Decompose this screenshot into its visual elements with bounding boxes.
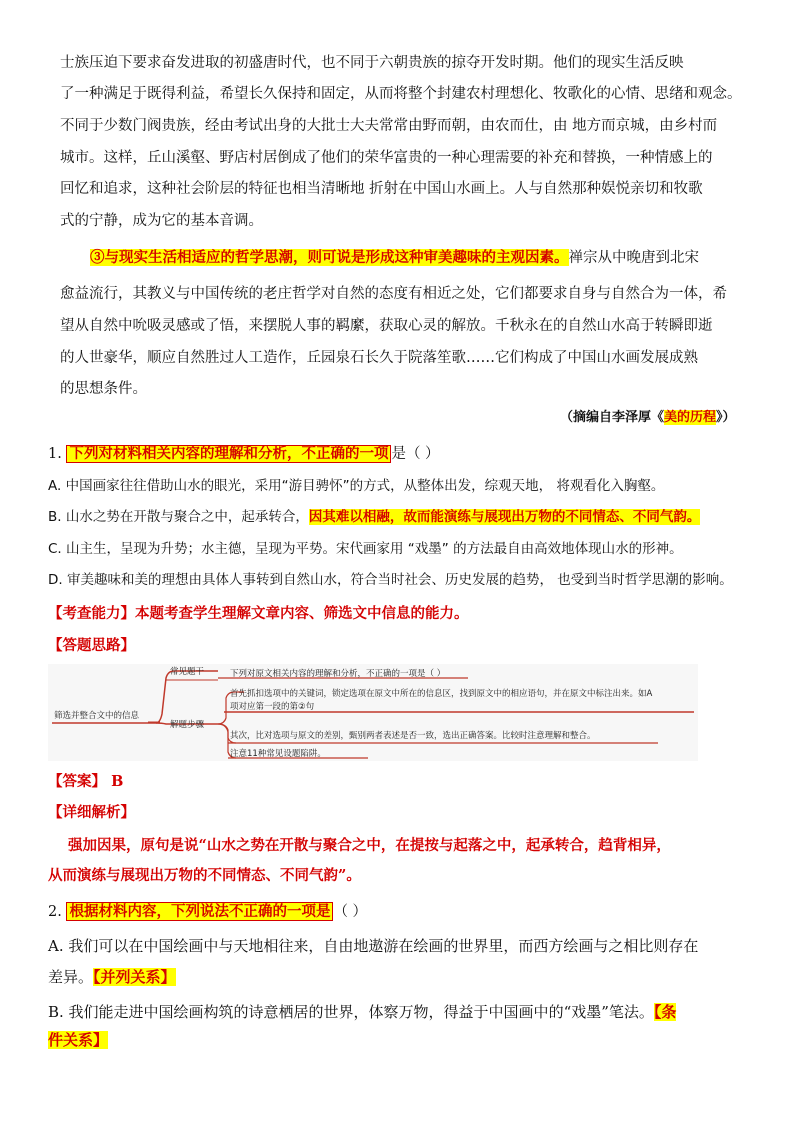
q1-option-b — [48, 507, 700, 527]
option-b-highlight: 因其难以相融，故而能演练与展现出万物的不同情态、不同气韵。 — [308, 509, 701, 525]
q1-option-a: A. 中国画家往往借助山水的眼光，采用“游目骋怀”的方式，从整体出发，综观天地， 将观看化入胸壑。 — [48, 478, 665, 494]
diagram-root-label: 筛选并整合文中的信息 — [54, 711, 140, 721]
answer-strategy-diagram — [48, 664, 698, 761]
q2-option-b — [48, 1002, 676, 1022]
diagram-leaf-text: 下列对原文相关内容的理解和分析，不正确的一项是（ ） — [230, 669, 446, 679]
passage-line: 城市。这样，丘山溪壑、野店村居倒成了他们的荣华富贵的一种心理需要的补充和替换，一种情感上的 — [60, 150, 713, 166]
answer-value: B — [111, 773, 124, 790]
ability-note: 【考查能力】本题考查学生理解文章内容、筛选文中信息的能力。 — [48, 605, 469, 622]
source-citation — [560, 408, 736, 428]
q2-option-a: A. 我们可以在中国绘画中与天地相往来，自由地遨游在绘画的世界里，而西方绘画与之相比则存在 — [48, 937, 699, 955]
passage-line: 不同于少数门阀贵族，经由考试出身的大批士大夫常常由野而朝，由农而仕，由 地方而京城，由乡村而 — [60, 118, 718, 134]
analysis-label: 【详细解析】 — [48, 804, 135, 821]
diagram-branch-label: 常见题干 — [170, 667, 205, 677]
passage-line: 望从自然中吮吸灵感或了悟，来摆脱人事的羁縻，获取心灵的解放。千秋永在的自然山水高于转瞬即逝 — [60, 318, 713, 334]
passage-line: 愈益流行，其教义与中国传统的老庄哲学对自然的态度有相近之处，它们都要求自身与自然合为一体，希 — [60, 286, 727, 302]
diagram-leaf-text: 注意11种常见设题陷阱。 — [230, 749, 326, 759]
question-stem-tail: 是（ ） — [391, 446, 440, 462]
question-stem-tail: （ ） — [333, 904, 368, 920]
key-sentence-highlight: ③与现实生活相适应的哲学思潮，则可说是形成这种审美趣味的主观因素。 — [90, 249, 569, 266]
relation-tag: 【条 — [653, 1003, 677, 1021]
relation-tag: 【并列关系】 — [93, 968, 176, 986]
citation-suffix: 》） — [716, 410, 736, 425]
q1-option-c: C. 山主生，呈现为升势；水主德，呈现为平势。宋代画家用 “戏墨” 的方法最自由高效地体现山水的形神。 — [48, 541, 683, 557]
question-stem-highlight: 下列对材料相关内容的理解和分析，不正确的一项 — [66, 445, 391, 463]
diagram-branch-label: 解题步骤 — [170, 720, 205, 730]
passage-line: 士族压迫下要求奋发进取的初盛唐时代，也不同于六朝贵族的掠夺开发时期。他们的现实生活反映 — [60, 55, 684, 71]
q1-option-d: D. 审美趣味和美的理想由具体人事转到自然山水，符合当时社会、历史发展的趋势， 也受到当时哲学思潮的影响。 — [48, 572, 733, 588]
q2-option-a-cont — [48, 967, 176, 987]
diagram-leaf-text: 项对应第一段的第②句 — [230, 702, 315, 712]
passage-line: 的思想条件。 — [60, 381, 147, 397]
passage-text: 禅宗从中晚唐到北宋 — [568, 250, 699, 266]
question-2-stem — [48, 902, 367, 922]
passage-line: 的人世豪华，顺应自然胜过人工造作，丘园泉石长久于院落笙歌……它们构成了中国山水画发展成熟 — [60, 350, 698, 366]
passage-line — [90, 248, 699, 268]
option-text: B. 我们能走进中国绘画构筑的诗意栖居的世界，体察万物，得益于中国画中的“戏墨”笔法。 — [48, 1003, 654, 1021]
relation-tag: 件关系】 — [48, 1031, 109, 1049]
question-number: 2. — [48, 904, 62, 920]
answer-label: 【答案】 — [48, 773, 106, 790]
question-1-stem — [48, 444, 440, 464]
analysis-text: 从而演练与展现出万物的不同情态、不同气韵”。 — [48, 867, 361, 884]
thinking-label: 【答题思路】 — [48, 637, 135, 654]
answer-line — [48, 772, 123, 792]
passage-line: 了一种满足于既得利益，希望长久保持和固定，从而将整个封建农村理想化、牧歌化的心情、思绪和观念。 — [60, 86, 742, 102]
option-b-text: B. 山水之势在开散与聚合之中，起承转合， — [48, 509, 309, 525]
q2-option-b-cont — [48, 1030, 108, 1050]
question-number: 1. — [48, 446, 62, 462]
diagram-leaf-text: 首先抓扣选项中的关键词，锁定选项在原文中所在的信息区，找到原文中的相应语句，并在原文中标注出来。如A — [230, 689, 653, 699]
passage-line: 回忆和追求，这种社会阶层的特征也相当清晰地 折射在中国山水画上。人与自然那种娱悦亲切和牧歌 — [60, 181, 703, 197]
diagram-leaf-text: 其次，比对选项与原文的差别，甄别两者表述是否一致，选出正确答案。比较时注意理解和整合。 — [230, 731, 596, 741]
citation-prefix: （摘编自李泽厚《 — [560, 410, 665, 425]
analysis-text: 强加因果，原句是说“山水之势在开散与聚合之中，在提按与起落之中，起承转合，趋背相异， — [68, 837, 671, 854]
option-text: 差异。 — [48, 968, 94, 986]
citation-title: 美的历程 — [664, 410, 717, 425]
question-stem-highlight: 根据材料内容，下列说法不正确的一项是 — [66, 902, 333, 921]
passage-line: 式的宁静，成为它的基本音调。 — [60, 213, 263, 229]
